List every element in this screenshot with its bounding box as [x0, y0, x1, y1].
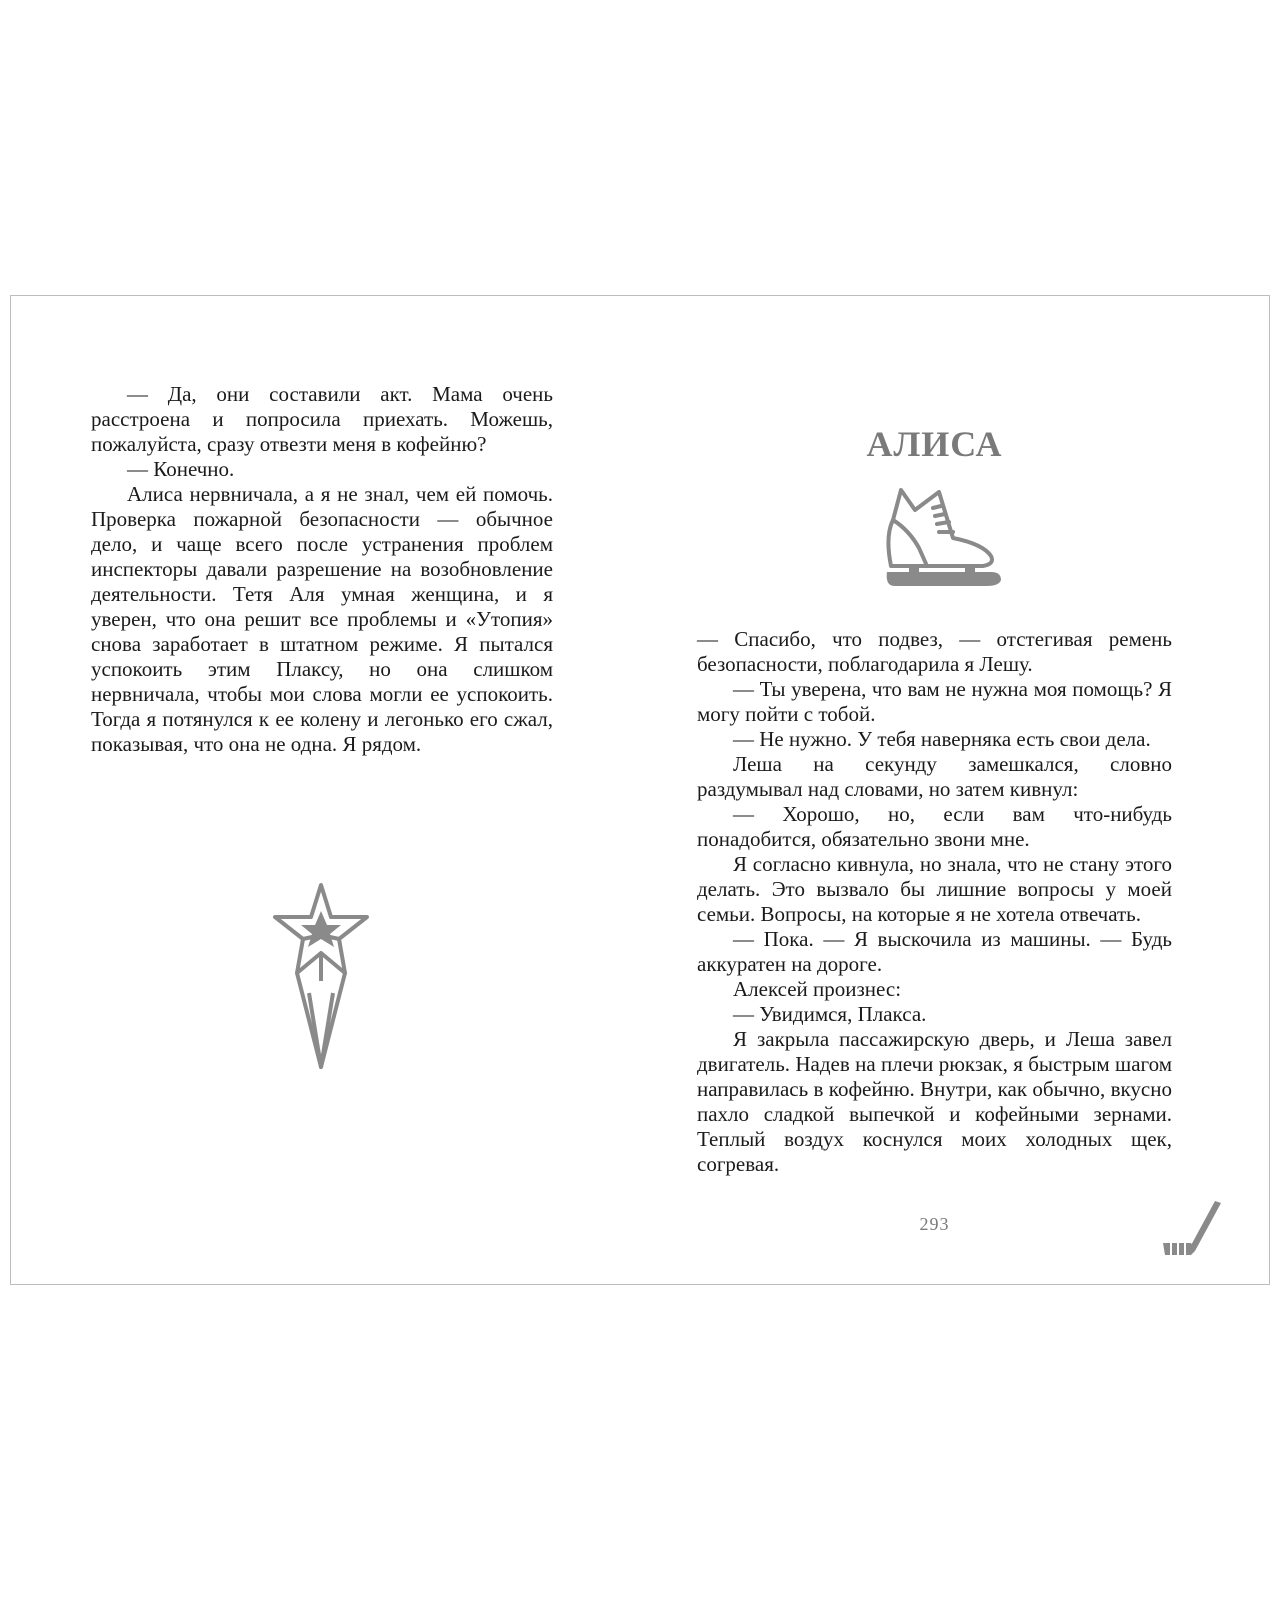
page-number: 293	[919, 1214, 950, 1234]
hockey-stick-icon	[1161, 1199, 1225, 1257]
paragraph: — Пока. — Я выскочила из машины. — Будь аккуратен на дороге.	[697, 927, 1172, 976]
skate-icon	[879, 486, 1009, 590]
left-page-text	[91, 382, 553, 757]
paragraph: — Хорошо, но, если вам что-нибудь понадобится, обязательно звони мне.	[697, 802, 1172, 851]
paragraph: Алиса нервничала, а я не знал, чем ей помочь. Проверка пожарной безопасности — обычное дело, и чаще всего после устранения проблем инспекторы давали разрешение на возобновление деятельности. Тетя Аля умная женщина, и я уверен, что она решит все проблемы и «Утопия» снова заработает в штатном режиме. Я пытался успокоить этим Плаксу, но она слишком нервничала, чтобы мои слова могли ее успокоить. Тогда я потянулся к ее колену и легонько его сжал, показывая, что она не одна. Я рядом.	[91, 482, 553, 756]
book-spread	[10, 295, 1270, 1285]
paragraph: — Да, они составили акт. Мама очень расстроена и попросила приехать. Можешь, пожалуйста, сразу отвезти меня в кофейню?	[91, 382, 553, 456]
star-icon	[269, 881, 373, 1073]
chapter-title: АЛИСА	[866, 424, 1003, 464]
paragraph: Я согласно кивнула, но знала, что не стану этого делать. Это вызвало бы лишние вопросы у моей семьи. Вопросы, на которые я не хотела отвечать.	[697, 852, 1172, 926]
paragraph: — Спасибо, что подвез, — отстегивая ремень безопасности, поблагодарила я Лешу.	[697, 627, 1172, 676]
paragraph: — Конечно.	[127, 457, 235, 481]
right-page-text	[697, 627, 1172, 1177]
paragraph: Леша на секунду замешкался, словно раздумывал над словами, но затем кивнул:	[697, 752, 1172, 801]
paragraph: — Не нужно. У тебя наверняка есть свои дела.	[733, 727, 1151, 751]
paragraph: Я закрыла пассажирскую дверь, и Леша завел двигатель. Надев на плечи рюкзак, я быстрым шагом направилась в кофейню. Внутри, как обычно, вкусно пахло сладкой выпечкой и кофейными зернами. Теплый воздух коснулся моих холодных щек, согревая.	[697, 1027, 1172, 1176]
paragraph: — Ты уверена, что вам не нужна моя помощь? Я могу пойти с тобой.	[697, 677, 1172, 726]
paragraph: Алексей произнес:	[733, 977, 902, 1001]
paragraph: — Увидимся, Плакса.	[733, 1002, 927, 1026]
